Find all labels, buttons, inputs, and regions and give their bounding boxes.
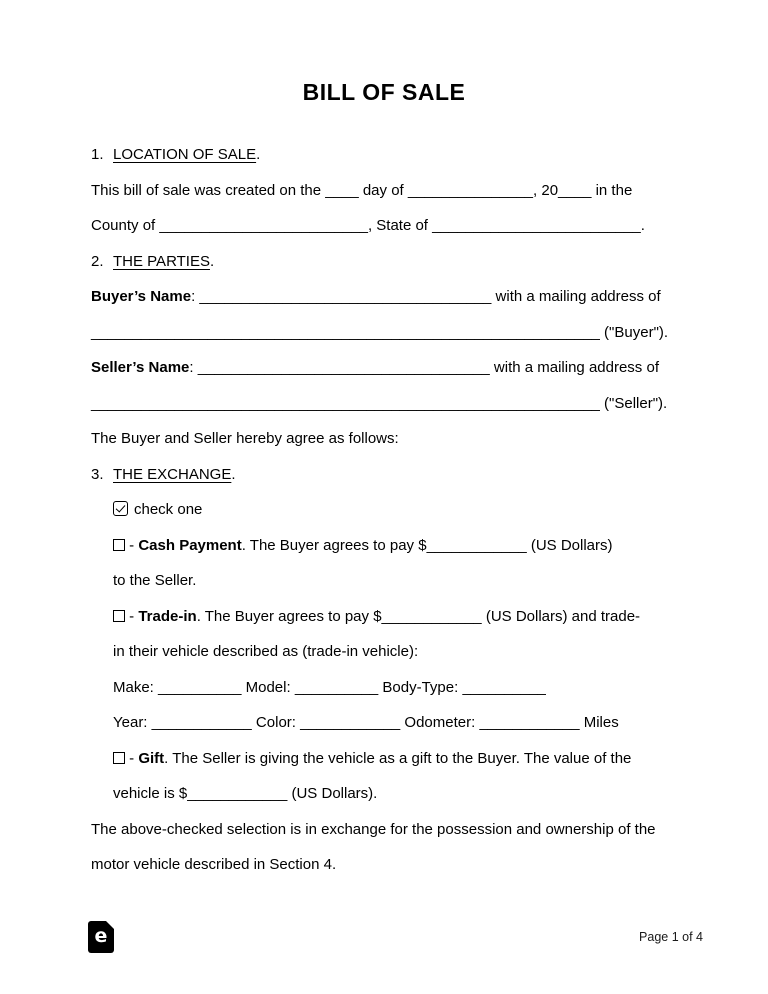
blank-vehicle-year-field[interactable]: ____________: [151, 714, 252, 731]
buyer-mailing-text: with a mailing address of: [491, 288, 661, 305]
blank-year-field[interactable]: ____: [558, 181, 592, 199]
section-3-heading-line: [91, 457, 691, 493]
cash-payment-line: [113, 528, 691, 564]
buyer-address-line: [91, 315, 691, 351]
seller-name-line: [91, 350, 691, 386]
buyer-name-colon: :: [191, 288, 200, 305]
blank-trade-amount-field[interactable]: ____________: [381, 607, 482, 625]
location-text-2: day of: [358, 181, 408, 199]
closing-paragraph-line-1: The above-checked selection is in exchange for the possession and ownership of the: [91, 820, 656, 838]
cash-separator: -: [125, 536, 139, 554]
buyer-name-line: [91, 279, 691, 315]
page-title: BILL OF SALE: [302, 79, 466, 105]
closing-paragraph-line-2: motor vehicle described in Section 4.: [91, 856, 337, 873]
section-2-heading-period: .: [209, 252, 215, 270]
seller-designation-text: ("Seller").: [599, 394, 668, 412]
location-paragraph-line-2: [91, 208, 691, 244]
blank-body-type-field[interactable]: __________: [462, 678, 546, 696]
color-label: Color:: [251, 714, 301, 731]
cash-payment-line-2: to the Seller.: [113, 572, 197, 589]
agreement-intro-line: The Buyer and Seller hereby agree as follows:: [91, 430, 399, 447]
trade-in-label: Trade-in: [138, 607, 197, 625]
make-label: Make:: [113, 678, 159, 696]
odometer-label: Odometer:: [400, 714, 480, 731]
cash-dollars-text: (US Dollars): [526, 536, 613, 554]
blank-buyer-name-field[interactable]: ___________________________________: [199, 288, 492, 305]
seller-name-label: Seller’s Name: [91, 359, 190, 376]
gift-dollars-text: (US Dollars).: [287, 785, 378, 802]
location-paragraph-line-1: [91, 173, 691, 209]
gift-value-text: vehicle is $: [113, 785, 188, 802]
cash-payment-text: . The Buyer agrees to pay $: [241, 536, 427, 554]
section-3-heading-period: .: [231, 465, 236, 483]
section-1-heading-period: .: [256, 146, 261, 163]
model-label: Model:: [241, 678, 295, 696]
location-text-1: This bill of sale was created on the: [91, 181, 326, 199]
seller-address-line: [91, 386, 691, 422]
gift-line-2: [113, 776, 691, 812]
eforms-logo-letter: e: [94, 925, 108, 947]
page-number-indicator: Page 1 of 4: [639, 930, 703, 944]
cash-payment-checkbox[interactable]: [113, 539, 125, 551]
county-label: County of: [91, 217, 160, 234]
buyer-name-label: Buyer’s Name: [91, 288, 192, 305]
gift-label: Gift: [138, 749, 165, 767]
blank-make-field[interactable]: __________: [158, 678, 242, 696]
trade-in-text: . The Buyer agrees to pay $: [196, 607, 382, 625]
section-1-number: 1.: [91, 146, 104, 163]
year-label: Year:: [113, 714, 152, 731]
blank-odometer-field[interactable]: ____________: [479, 714, 580, 731]
section-2-heading-line: [91, 244, 691, 280]
blank-model-field[interactable]: __________: [294, 678, 379, 696]
check-one-line: [113, 492, 691, 528]
blank-gift-value-field[interactable]: ____________: [187, 785, 288, 802]
section-2-number: 2.: [91, 252, 104, 270]
buyer-designation-text: ("Buyer").: [599, 323, 669, 341]
location-text-3: , 20: [533, 181, 559, 199]
blank-month-field[interactable]: _______________: [407, 181, 534, 199]
blank-color-field[interactable]: ____________: [300, 714, 401, 731]
miles-label: Miles: [579, 714, 619, 731]
eforms-logo: [88, 921, 114, 953]
blank-state-field[interactable]: _________________________: [432, 217, 641, 234]
seller-name-colon: :: [189, 359, 198, 376]
trade-in-checkbox[interactable]: [113, 610, 125, 622]
seller-mailing-text: with a mailing address of: [489, 359, 659, 376]
blank-buyer-address-field[interactable]: _____________________________________________________________: [91, 323, 600, 341]
vehicle-details-line-1: [113, 670, 691, 706]
blank-seller-address-field[interactable]: _____________________________________________________________: [91, 394, 600, 412]
section-1-heading-line: [91, 137, 691, 173]
location-text-4: in the: [591, 181, 633, 199]
state-label: , State of: [367, 217, 433, 234]
gift-text: . The Seller is giving the vehicle as a gift to the Buyer. The value of the: [164, 749, 632, 767]
gift-checkbox[interactable]: [113, 752, 125, 764]
blank-seller-name-field[interactable]: ___________________________________: [197, 359, 490, 376]
gift-separator: -: [125, 749, 139, 767]
blank-cash-amount-field[interactable]: ____________: [426, 536, 527, 554]
vehicle-details-line-2: [113, 705, 691, 741]
section-3-number: 3.: [91, 465, 104, 483]
trade-separator: -: [125, 607, 139, 625]
cash-payment-label: Cash Payment: [138, 536, 242, 554]
trade-in-line-2: in their vehicle described as (trade-in vehicle):: [113, 643, 419, 660]
section-1-heading: LOCATION OF SALE: [113, 146, 257, 163]
check-one-label: check one: [134, 501, 203, 518]
location-period: .: [640, 217, 645, 234]
gift-line: [113, 741, 691, 777]
blank-day-field[interactable]: ____: [325, 181, 359, 199]
trade-dollars-text: (US Dollars) and trade-: [481, 607, 641, 625]
section-2-heading: THE PARTIES: [113, 252, 210, 270]
document-body: [91, 137, 691, 883]
section-3-heading: THE EXCHANGE: [113, 465, 232, 483]
trade-in-line: [113, 599, 691, 635]
blank-county-field[interactable]: _________________________: [159, 217, 368, 234]
body-type-label: Body-Type:: [378, 678, 463, 696]
check-one-checkbox[interactable]: [113, 501, 128, 516]
